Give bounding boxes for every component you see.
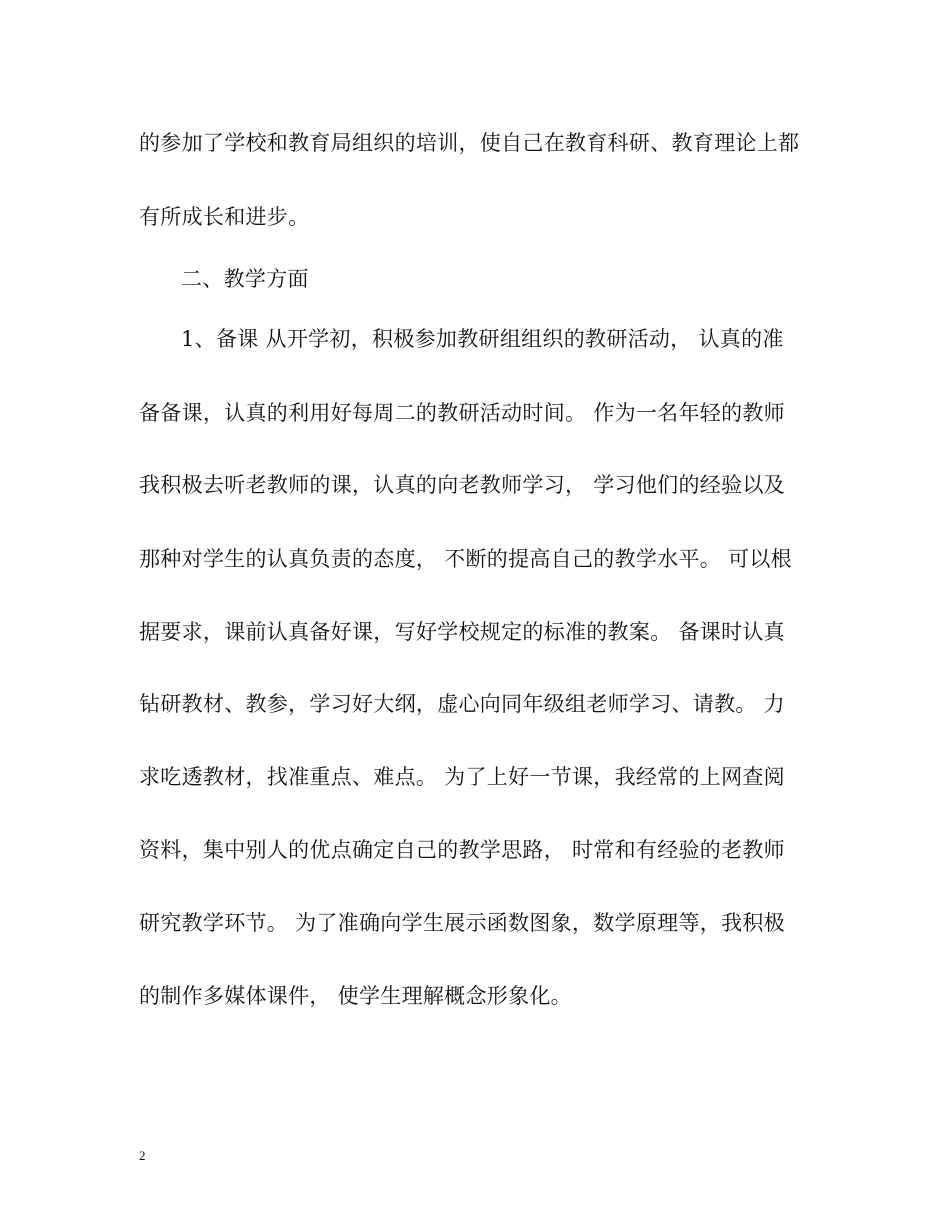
body-text-line: 的参加了学校和教育局组织的培训，使自己在教育科研、教育理论上都 (139, 131, 800, 155)
body-text-line: 1、备课 从开学初，积极参加教研组组织的教研活动， 认真的准 (181, 327, 784, 351)
body-text-line: 的制作多媒体课件， 使学生理解概念形象化。 (139, 984, 572, 1008)
body-text-line: 据要求，课前认真备好课，写好学校规定的标准的教案。 备课时认真 (139, 620, 785, 644)
body-text-line: 有所成长和进步。 (139, 205, 310, 229)
body-text-line: 我积极去听老教师的课，认真的向老教师学习， 学习他们的经验以及 (139, 473, 785, 497)
body-text-line: 资料，集中别人的优点确定自己的教学思路， 时常和有经验的老教师 (139, 838, 785, 862)
body-text-line: 那种对学生的认真负责的态度， 不断的提高自己的教学水平。 可以根 (139, 547, 792, 571)
body-text-line: 备备课，认真的利用好每周二的教研活动时间。 作为一名年轻的教师 (139, 401, 785, 425)
body-text-line: 求吃透教材，找准重点、难点。 为了上好一节课，我经常的上网查阅 (139, 765, 785, 789)
body-text-line: 研究教学环节。 为了准确向学生展示函数图象，数学原理等，我积极 (139, 911, 785, 935)
section-heading: 二、教学方面 (181, 267, 309, 291)
page-number: 2 (139, 1148, 146, 1163)
body-text-line: 钻研教材、教参，学习好大纲，虚心向同年级组老师学习、请教。 力 (139, 692, 785, 716)
